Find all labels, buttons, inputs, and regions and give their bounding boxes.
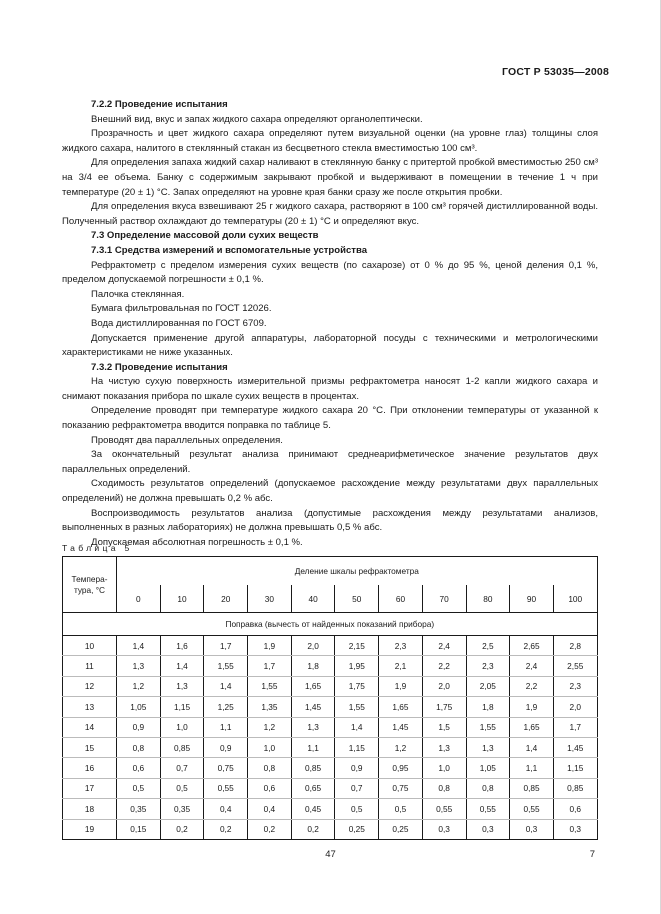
correction-value-cell: 0,8 [422,778,466,798]
correction-value-cell: 2,0 [291,636,335,656]
correction-value-cell: 0,9 [335,758,379,778]
correction-value-cell: 0,4 [204,799,248,819]
correction-value-cell: 2,55 [553,656,597,676]
correction-value-cell: 2,05 [466,676,510,696]
correction-value-cell: 1,25 [204,697,248,717]
scale-division-header: Деление шкалы рефрактометра [117,557,598,586]
correction-value-cell: 1,75 [422,697,466,717]
scale-value-cell: 10 [160,585,204,613]
temperature-column-header: Темпера-тура, °С [63,557,117,613]
document-id: ГОСТ Р 53035—2008 [501,66,609,78]
correction-value-cell: 1,55 [248,676,292,696]
correction-value-cell: 1,8 [291,656,335,676]
scale-value-cell: 20 [204,585,248,613]
correction-value-cell: 1,95 [335,656,379,676]
correction-value-cell: 2,5 [466,636,510,656]
correction-value-cell: 1,7 [248,656,292,676]
table-row [63,656,598,676]
table-row [63,758,598,778]
correction-value-cell: 0,95 [379,758,423,778]
correction-value-cell: 2,3 [466,656,510,676]
correction-value-cell: 1,7 [204,636,248,656]
correction-value-cell: 0,9 [117,717,161,737]
correction-value-cell: 0,2 [204,819,248,839]
correction-value-cell: 0,8 [466,778,510,798]
table-row [63,799,598,819]
correction-value-cell: 1,6 [160,636,204,656]
paragraph: Допускается применение другой аппаратуры, лабораторной посуды с техническими и метрологическими характеристиками не ниже указанных. [62,332,598,359]
correction-value-cell: 1,3 [117,656,161,676]
correction-value-cell: 0,65 [291,778,335,798]
correction-value-cell: 1,45 [553,737,597,757]
correction-value-cell: 0,5 [160,778,204,798]
correction-value-cell: 1,1 [510,758,554,778]
paragraph: Допускаемая абсолютная погрешность ± 0,1 %. [91,536,303,548]
correction-value-cell: 0,6 [248,778,292,798]
temperature-cell: 15 [63,737,117,757]
correction-value-cell: 0,55 [466,799,510,819]
temperature-cell: 13 [63,697,117,717]
correction-value-cell: 0,35 [160,799,204,819]
correction-value-cell: 2,2 [510,676,554,696]
correction-value-cell: 1,15 [335,737,379,757]
correction-value-cell: 1,0 [422,758,466,778]
scale-value-cell: 60 [379,585,423,613]
correction-value-cell: 2,3 [379,636,423,656]
correction-value-cell: 1,05 [117,697,161,717]
correction-value-cell: 1,45 [379,717,423,737]
correction-value-cell: 1,4 [335,717,379,737]
scale-value-cell: 80 [466,585,510,613]
scale-value-cell: 40 [291,585,335,613]
correction-value-cell: 0,5 [117,778,161,798]
correction-value-cell: 1,5 [422,717,466,737]
correction-value-cell: 1,2 [248,717,292,737]
correction-value-cell: 2,1 [379,656,423,676]
paragraph: Сходимость результатов определений (допускаемое расхождение между результатами двух параллельных определений) не должна превышать 0,2 % абс. [62,478,598,505]
correction-value-cell: 0,3 [553,819,597,839]
paragraph: Бумага фильтровальная по ГОСТ 12026. [91,303,272,315]
correction-value-cell: 1,55 [466,717,510,737]
table-row [63,697,598,717]
page-number-center: 47 [325,849,336,860]
correction-value-cell: 1,3 [160,676,204,696]
paragraph: Прозрачность и цвет жидкого сахара определяют путем визуальной оценки (на уровне глаз) толщины слоя жидкого сахара, налитого в стеклянный стакан из бесцветного стекла вместимостью 100 см³. [62,128,598,154]
correction-table [62,556,598,840]
correction-value-cell: 0,7 [335,778,379,798]
correction-value-cell: 1,35 [248,697,292,717]
table-caption: Таблица 5 [62,543,133,553]
table-row [63,737,598,757]
correction-value-cell: 0,75 [204,758,248,778]
table-row [63,819,598,839]
correction-value-cell: 1,75 [335,676,379,696]
temperature-cell: 11 [63,656,117,676]
correction-value-cell: 0,55 [510,799,554,819]
correction-value-cell: 0,3 [422,819,466,839]
correction-value-cell: 1,9 [510,697,554,717]
paragraph: Проводят два параллельных определения. [91,434,283,446]
correction-value-cell: 1,1 [291,737,335,757]
correction-value-cell: 0,45 [291,799,335,819]
correction-value-cell: 0,25 [379,819,423,839]
correction-value-cell: 2,3 [553,676,597,696]
temperature-cell: 17 [63,778,117,798]
correction-value-cell: 0,5 [379,799,423,819]
paragraph: Рефрактометр с пределом измерения сухих веществ (по сахарозе) от 0 % до 95 %, ценой деления 0,1 %, пределом допускаемой погрешности ± 0,1 %. [62,259,598,286]
temperature-cell: 12 [63,676,117,696]
correction-value-cell: 1,55 [335,697,379,717]
correction-value-cell: 1,55 [204,656,248,676]
paragraph: Для определения запаха жидкий сахар наливают в стеклянную банку с притертой пробкой вместимостью 250 см³ на 3/4 ее объема. Банку с содержимым закрывают пробкой и выдерживают в помещении в течение 1 ч при температуре (20 ± 1) °С. Запах определяют на уровне края банки сразу же после открытия пробки. [62,157,598,198]
correction-value-cell: 1,4 [204,676,248,696]
correction-value-cell: 1,65 [379,697,423,717]
temperature-cell: 19 [63,819,117,839]
paragraph: Для определения вкуса взвешивают 25 г жидкого сахара, растворяют в 100 см³ горячей дистиллированной воды. Полученный раствор охлаждают до температуры (20 ± 1) °С и определяют вкус. [62,201,598,227]
temperature-cell: 14 [63,717,117,737]
scale-value-cell: 0 [117,585,161,613]
correction-value-cell: 0,35 [117,799,161,819]
correction-value-cell: 1,4 [117,636,161,656]
correction-value-cell: 1,1 [204,717,248,737]
paragraph: Вода дистиллированная по ГОСТ 6709. [91,317,267,329]
correction-value-cell: 2,0 [553,697,597,717]
correction-value-cell: 1,65 [291,676,335,696]
correction-value-cell: 2,2 [422,656,466,676]
correction-value-cell: 0,3 [510,819,554,839]
correction-value-cell: 0,15 [117,819,161,839]
scale-values-row [63,585,598,613]
paragraph: Воспроизводимость результатов анализа (допустимые расхождения между результатами анализов, выполненных в разных лабораториях) не должна превышать 0,5 % абс. [62,507,598,534]
correction-value-cell: 0,2 [248,819,292,839]
correction-value-cell: 1,15 [553,758,597,778]
correction-value-cell: 0,3 [466,819,510,839]
correction-value-cell: 2,4 [510,656,554,676]
correction-value-cell: 1,9 [248,636,292,656]
correction-value-cell: 0,6 [117,758,161,778]
correction-value-cell: 0,8 [248,758,292,778]
correction-value-cell: 2,65 [510,636,554,656]
correction-value-cell: 1,15 [160,697,204,717]
correction-value-cell: 1,0 [160,717,204,737]
scale-value-cell: 70 [422,585,466,613]
correction-value-cell: 0,8 [117,737,161,757]
paragraph: Палочка стеклянная. [91,288,185,300]
table-row [63,717,598,737]
scale-value-cell: 90 [510,585,554,613]
paragraph: На чистую сухую поверхность измерительной призмы рефрактометра наносят 1-2 капли жидкого сахара и снимают показания прибора по шкале сухих веществ в процентах. [62,376,598,402]
correction-value-cell: 1,4 [510,737,554,757]
correction-value-cell: 1,3 [422,737,466,757]
correction-value-cell: 1,3 [466,737,510,757]
correction-header-row [63,613,598,636]
body-text [62,98,598,550]
correction-value-cell: 1,3 [291,717,335,737]
section-heading: 7.3.2 Проведение испытания [91,361,228,373]
temperature-cell: 18 [63,799,117,819]
correction-value-cell: 0,7 [160,758,204,778]
section-heading: 7.2.2 Проведение испытания [91,99,228,110]
correction-value-cell: 2,8 [553,636,597,656]
scale-value-cell: 30 [248,585,292,613]
correction-value-cell: 1,7 [553,717,597,737]
paragraph: За окончательный результат анализа принимают среднеарифметическое значение результатов двух параллельных определений. [62,449,598,475]
correction-value-cell: 1,9 [379,676,423,696]
correction-value-cell: 0,85 [291,758,335,778]
correction-value-cell: 1,2 [379,737,423,757]
correction-value-cell: 1,05 [466,758,510,778]
paragraph: Определение проводят при температуре жидкого сахара 20 °С. При отклонении температуры от указанной к показанию рефрактометра вводится поправка по таблице 5. [62,405,598,432]
correction-value-cell: 0,4 [248,799,292,819]
table-row [63,676,598,696]
table-header-row [63,557,598,586]
correction-value-cell: 2,4 [422,636,466,656]
correction-value-cell: 0,9 [204,737,248,757]
correction-value-cell: 2,0 [422,676,466,696]
table-row [63,636,598,656]
correction-value-cell: 2,15 [335,636,379,656]
correction-value-cell: 1,0 [248,737,292,757]
temperature-cell: 16 [63,758,117,778]
correction-value-cell: 0,5 [335,799,379,819]
scale-value-cell: 100 [553,585,597,613]
correction-value-cell: 0,2 [160,819,204,839]
correction-value-cell: 0,85 [160,737,204,757]
correction-value-cell: 1,4 [160,656,204,676]
section-heading: 7.3.1 Средства измерений и вспомогательные устройства [91,244,368,256]
correction-value-cell: 0,25 [335,819,379,839]
paragraph: Внешний вид, вкус и запах жидкого сахара определяют органолептически. [91,113,423,125]
correction-value-cell: 0,55 [204,778,248,798]
page-number-right: 7 [589,849,595,860]
correction-value-cell: 1,2 [117,676,161,696]
correction-value-cell: 0,75 [379,778,423,798]
correction-value-cell: 0,6 [553,799,597,819]
section-heading: 7.3 Определение массовой доли сухих веществ [91,230,319,242]
correction-value-cell: 0,85 [553,778,597,798]
correction-header: Поправка (вычесть от найденных показаний прибора) [63,613,598,636]
temperature-cell: 10 [63,636,117,656]
correction-value-cell: 1,65 [510,717,554,737]
scale-value-cell: 50 [335,585,379,613]
correction-value-cell: 1,45 [291,697,335,717]
correction-value-cell: 0,85 [510,778,554,798]
correction-value-cell: 0,2 [291,819,335,839]
correction-value-cell: 0,55 [422,799,466,819]
correction-value-cell: 1,8 [466,697,510,717]
table-row [63,778,598,798]
